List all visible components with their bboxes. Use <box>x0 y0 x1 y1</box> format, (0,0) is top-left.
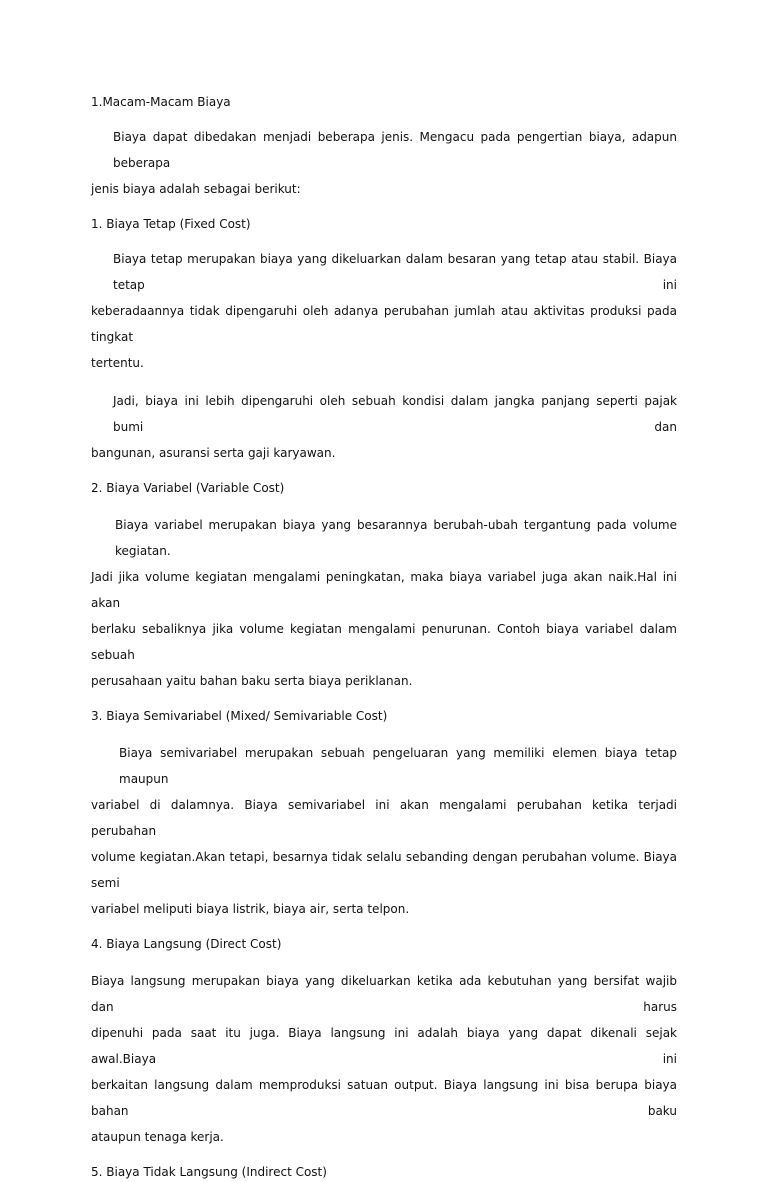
text-line: Biaya tetap merupakan biaya yang dikeluarkan dalam besaran yang tetap atau stabil. Biaya tetap ini <box>113 252 677 292</box>
text-line: Jadi jika volume kegiatan mengalami peningkatan, maka biaya variabel juga akan naik.Hal ini akan <box>91 570 677 610</box>
spacer <box>91 234 677 246</box>
section-heading-5: 5. Biaya Tidak Langsung (Indirect Cost) <box>91 1165 327 1179</box>
spacer <box>91 376 677 388</box>
paragraph-semivariable-cost <box>91 740 677 922</box>
paragraph-fixed-cost <box>91 246 677 376</box>
text-line: variabel di dalamnya. Biaya semivariabel ini akan mengalami perubahan ketika terjadi perubahan <box>91 798 677 838</box>
section-heading-4: 4. Biaya Langsung (Direct Cost) <box>91 937 282 951</box>
spacer <box>91 498 677 512</box>
spacer <box>91 726 677 740</box>
spacer <box>91 202 677 214</box>
text-line: variabel meliputi biaya listrik, biaya air, serta telpon. <box>91 902 410 916</box>
text-line: volume kegiatan.Akan tetapi, besarnya tidak selalu sebanding dengan perubahan volume. Biaya semi <box>91 850 677 890</box>
text-line: Biaya variabel merupakan biaya yang besarannya berubah-ubah tergantung pada volume kegiatan. <box>115 518 677 558</box>
document-page <box>91 92 677 1182</box>
section-heading-3: 3. Biaya Semivariabel (Mixed/ Semivariable Cost) <box>91 709 388 723</box>
section-heading-1: 1. Biaya Tetap (Fixed Cost) <box>91 217 251 231</box>
text-line: Biaya langsung merupakan biaya yang dikeluarkan ketika ada kebutuhan yang bersifat wajib dan harus <box>91 974 677 1014</box>
text-line: berkaitan langsung dalam memproduksi satuan output. Biaya langsung ini bisa berupa biaya bahan baku <box>91 1078 677 1118</box>
paragraph-direct-cost <box>91 968 677 1150</box>
text-line: berlaku sebaliknya jika volume kegiatan mengalami penurunan. Contoh biaya variabel dalam sebuah <box>91 622 677 662</box>
text-line: keberadaannya tidak dipengaruhi oleh adanya perubahan jumlah atau aktivitas produksi pada tingkat <box>91 304 677 344</box>
text-line: jenis biaya adalah sebagai berikut: <box>91 182 301 196</box>
text-line: ataupun tenaga kerja. <box>91 1130 224 1144</box>
spacer <box>91 466 677 478</box>
text-line: tertentu. <box>91 356 144 370</box>
spacer <box>91 694 677 706</box>
paragraph-fixed-cost-example <box>91 388 677 466</box>
document-title: 1.Macam-Macam Biaya <box>91 95 231 109</box>
text-line: Jadi, biaya ini lebih dipengaruhi oleh sebuah kondisi dalam jangka panjang seperti pajak bumi dan <box>113 394 677 434</box>
text-line: perusahaan yaitu bahan baku serta biaya periklanan. <box>91 674 413 688</box>
spacer <box>91 922 677 934</box>
section-heading-2: 2. Biaya Variabel (Variable Cost) <box>91 481 285 495</box>
text-line: bangunan, asuransi serta gaji karyawan. <box>91 446 336 460</box>
paragraph-variable-cost <box>91 512 677 694</box>
intro-paragraph <box>91 124 677 202</box>
spacer <box>91 954 677 968</box>
spacer <box>91 1150 677 1162</box>
text-line: dipenuhi pada saat itu juga. Biaya langsung ini adalah biaya yang dapat dikenali sejak awal.Biaya ini <box>91 1026 677 1066</box>
text-line: Biaya semivariabel merupakan sebuah pengeluaran yang memiliki elemen biaya tetap maupun <box>119 746 677 786</box>
spacer <box>91 112 677 124</box>
text-line: Biaya dapat dibedakan menjadi beberapa jenis. Mengacu pada pengertian biaya, adapun beberapa <box>113 130 677 170</box>
